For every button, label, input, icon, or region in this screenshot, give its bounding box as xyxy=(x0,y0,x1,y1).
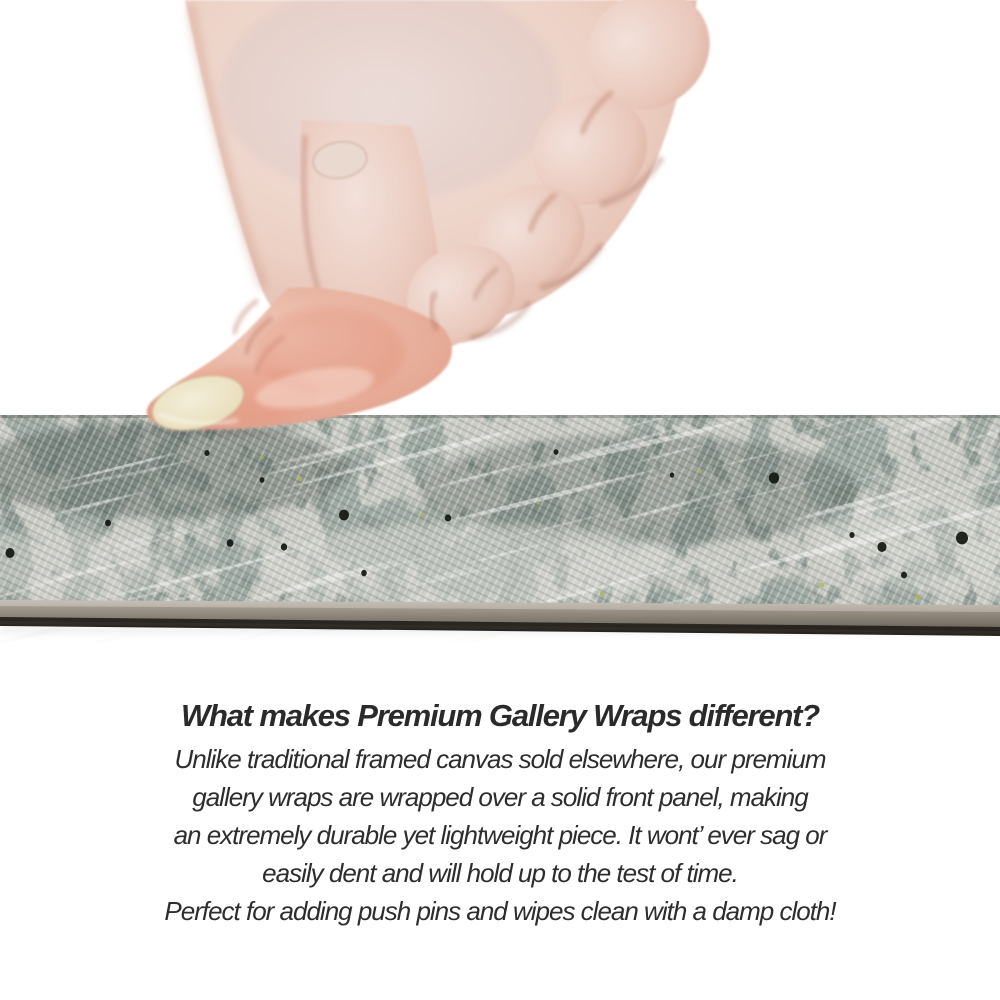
hand-thumb-press-photo xyxy=(0,0,1000,445)
description-line: an extremely durable yet lightweight piece. It wont’ ever sag or xyxy=(173,820,827,850)
canvas-texture-strip-photo xyxy=(0,415,1000,643)
description-line: gallery wraps are wrapped over a solid front panel, making xyxy=(192,782,808,812)
description-line: easily dent and will hold up to the test of time. xyxy=(262,858,738,888)
thumb xyxy=(146,287,452,440)
description-block xyxy=(0,698,1000,930)
headline: What makes Premium Gallery Wraps different? xyxy=(180,698,820,733)
description-line: Unlike traditional framed canvas sold elsewhere, our premium xyxy=(174,744,826,774)
description-line: Perfect for adding push pins and wipes clean with a damp cloth! xyxy=(164,896,836,926)
